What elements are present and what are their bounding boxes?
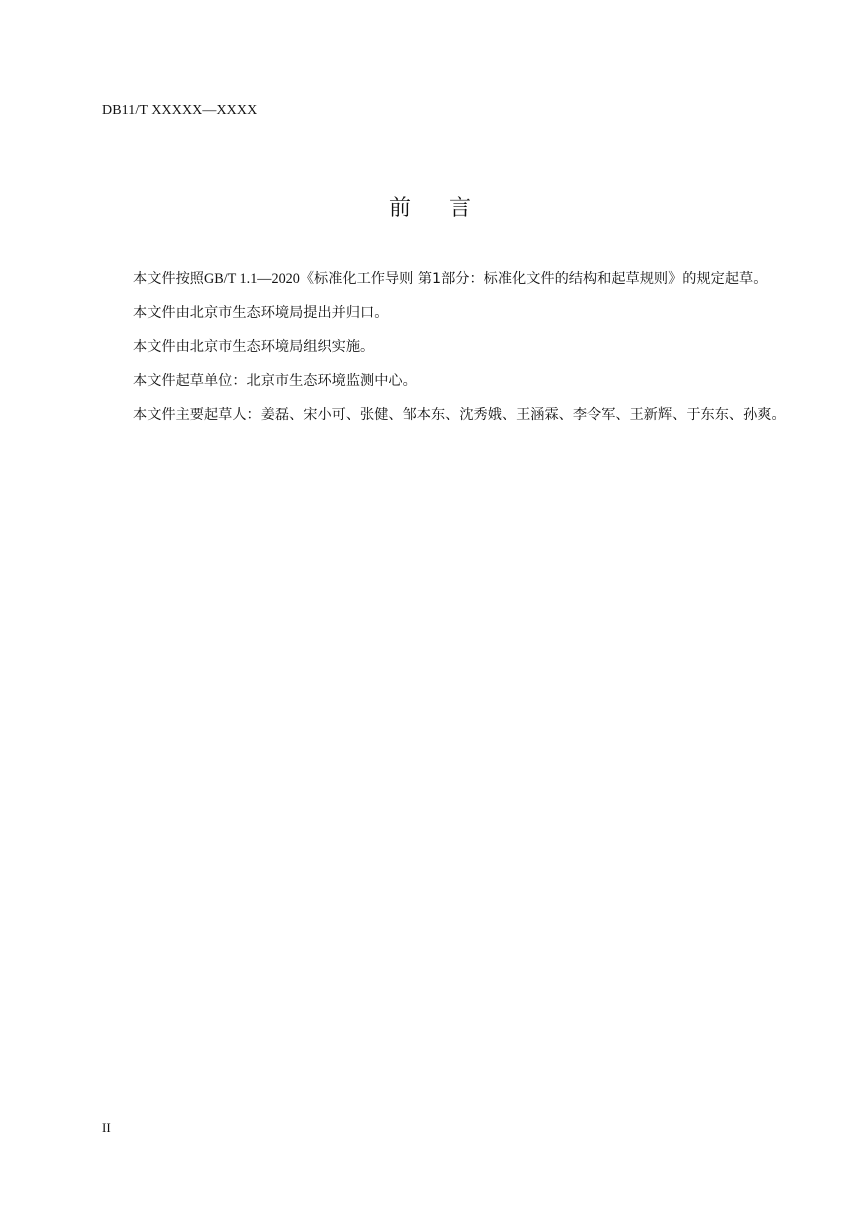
paragraph-suffix: 《标准化工作导则 第1部分：标准化文件的结构和起草规则》的规定起草。 [299,271,768,287]
page-number: II [102,1120,111,1135]
preface-title: 前言 [388,196,509,221]
paragraph-drafting-unit: 本文件起草单位：北京市生态环境监测中心。 [133,373,417,389]
document-code: DB11/T XXXXX—XXXX [102,103,258,118]
paragraph-drafters: 本文件主要起草人：姜磊、宋小可、张健、邹本东、沈秀娥、王涵霖、李令军、王新辉、于东东、孙爽。 [133,407,786,423]
paragraph-drafting-basis [133,269,833,289]
standard-reference: GB/T 1.1—2020 [203,271,300,287]
paragraph-implementer: 本文件由北京市生态环境局组织实施。 [133,339,375,355]
preface-body [133,269,833,439]
paragraph-prefix: 本文件按照 [133,271,204,287]
paragraph-proposer: 本文件由北京市生态环境局提出并归口。 [133,305,389,321]
